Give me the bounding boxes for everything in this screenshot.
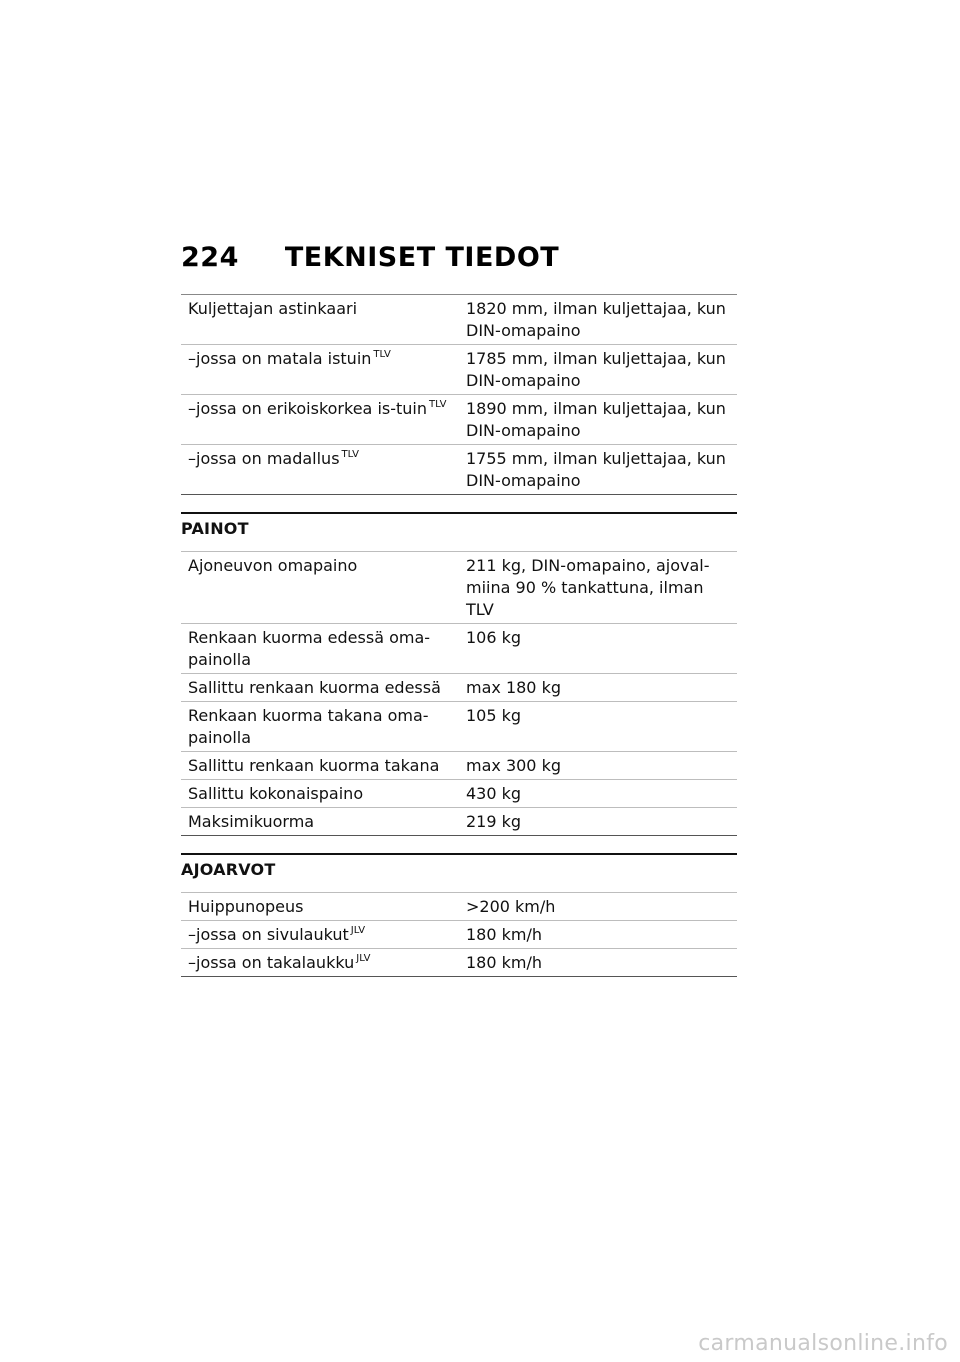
spec-label: Renkaan kuorma edessä oma-painolla xyxy=(181,624,459,674)
page-header xyxy=(181,242,559,273)
spec-label: Kuljettajan astinkaari xyxy=(181,295,459,345)
table-row xyxy=(181,702,737,752)
spec-label: –jossa on takalaukku $^{JLV}$ xyxy=(181,949,459,977)
watermark: carmanualsonline.info xyxy=(698,1331,948,1356)
footnote-mark: TLV xyxy=(429,399,447,410)
spec-value: >200 km/h xyxy=(459,893,737,921)
spec-value: 180 km/h xyxy=(459,921,737,949)
spec-label: Ajoneuvon omapaino xyxy=(181,552,459,624)
table-row xyxy=(181,808,737,836)
table-row xyxy=(181,893,737,921)
spec-value: 106 kg xyxy=(459,624,737,674)
spec-content xyxy=(181,294,737,977)
spec-value: 180 km/h xyxy=(459,949,737,977)
dimensions-table xyxy=(181,294,737,495)
table-row xyxy=(181,752,737,780)
spec-value: 1755 mm, ilman kuljettajaa, kun DIN-omapaino xyxy=(459,445,737,495)
table-row xyxy=(181,674,737,702)
table-row xyxy=(181,445,737,495)
spec-label: –jossa on erikoiskorkea is-tuin $^{TLV}$ xyxy=(181,395,459,445)
spec-value: 430 kg xyxy=(459,780,737,808)
spec-label: –jossa on sivulaukut $^{JLV}$ xyxy=(181,921,459,949)
footnote-mark: JLV xyxy=(356,953,371,964)
table-row xyxy=(181,921,737,949)
spec-value: max 180 kg xyxy=(459,674,737,702)
spec-value: 105 kg xyxy=(459,702,737,752)
table-row xyxy=(181,395,737,445)
table-row xyxy=(181,949,737,977)
spec-label: Sallittu renkaan kuorma edessä xyxy=(181,674,459,702)
spec-value: 211 kg, DIN-omapaino, ajoval-miina 90 % tankattuna, ilman TLV xyxy=(459,552,737,624)
table-row xyxy=(181,552,737,624)
footnote-mark: TLV xyxy=(341,449,359,460)
spec-value: max 300 kg xyxy=(459,752,737,780)
performance-table xyxy=(181,892,737,977)
table-row xyxy=(181,780,737,808)
section-title-performance: AJOARVOT xyxy=(181,853,737,892)
spec-value: 1785 mm, ilman kuljettajaa, kun DIN-omapaino xyxy=(459,345,737,395)
spec-label: Sallittu kokonaispaino xyxy=(181,780,459,808)
spec-value: 1890 mm, ilman kuljettajaa, kun DIN-omapaino xyxy=(459,395,737,445)
section-title-weights: PAINOT xyxy=(181,512,737,551)
footnote-mark: TLV xyxy=(373,349,391,360)
spec-label: Sallittu renkaan kuorma takana xyxy=(181,752,459,780)
spec-value: 1820 mm, ilman kuljettajaa, kun DIN-omapaino xyxy=(459,295,737,345)
footnote-mark: JLV xyxy=(350,925,366,936)
spec-label: Renkaan kuorma takana oma-painolla xyxy=(181,702,459,752)
table-row xyxy=(181,624,737,674)
page-number: 224 xyxy=(181,242,239,273)
table-row xyxy=(181,345,737,395)
spec-label: Huippunopeus xyxy=(181,893,459,921)
weights-table xyxy=(181,551,737,836)
spec-value: 219 kg xyxy=(459,808,737,836)
table-row xyxy=(181,295,737,345)
spec-label: –jossa on madallus $^{TLV}$ xyxy=(181,445,459,495)
spec-label: –jossa on matala istuin $^{TLV}$ xyxy=(181,345,459,395)
spec-label: Maksimikuorma xyxy=(181,808,459,836)
page-title: TEKNISET TIEDOT xyxy=(284,242,560,273)
